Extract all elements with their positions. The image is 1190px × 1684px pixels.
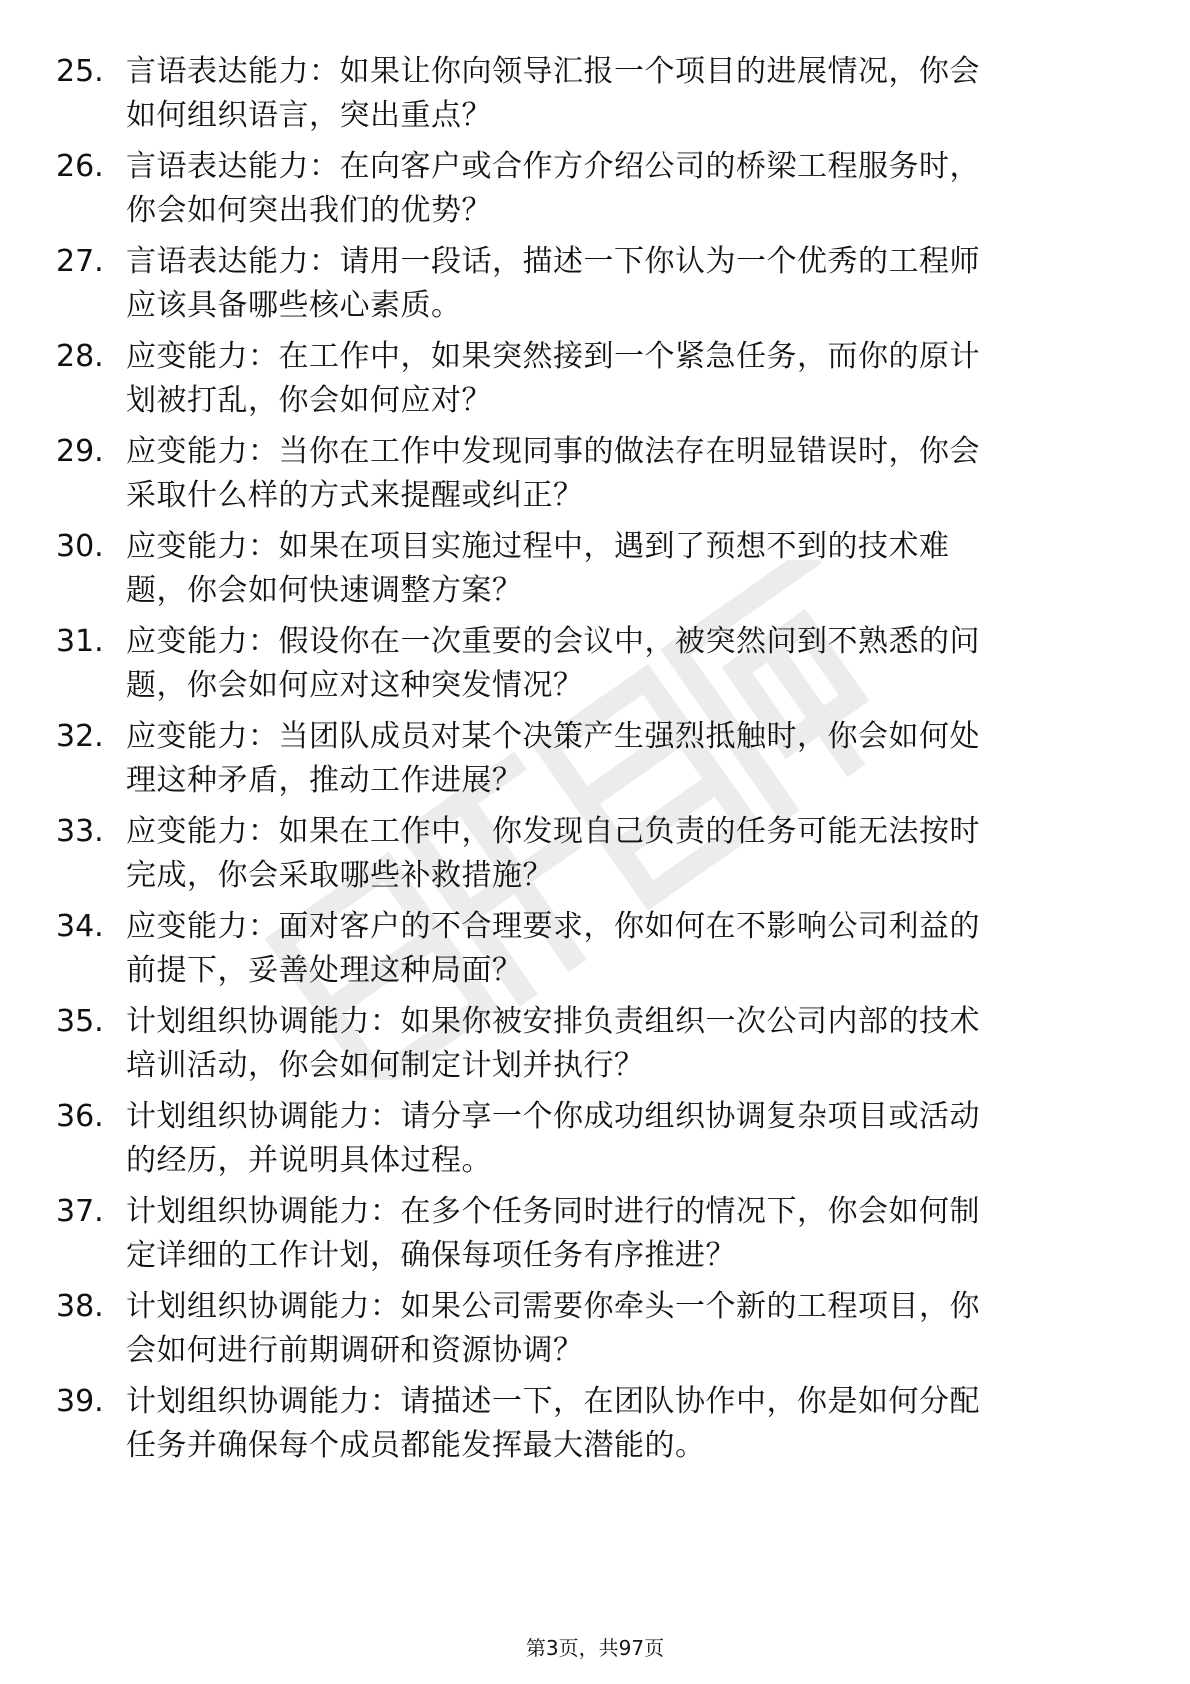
question-text-line2: 完成，你会采取哪些补救措施？ (126, 858, 553, 893)
question-text-line2: 定详细的工作计划，确保每项任务有序推进？ (126, 1238, 736, 1273)
question-text-line1: 计划组织协调能力：如果公司需要你牵头一个新的工程项目，你 (126, 1289, 980, 1324)
question-text-line1: 言语表达能力：如果让你向领导汇报一个项目的进展情况，你会 (126, 54, 980, 89)
question-text-line2: 任务并确保每个成员都能发挥最大潜能的。 (126, 1428, 706, 1463)
question-number: 33. (56, 814, 104, 849)
question-number: 25. (56, 54, 104, 89)
question-number: 38. (56, 1289, 104, 1324)
question-number: 30. (56, 529, 104, 564)
question-number: 35. (56, 1004, 104, 1039)
question-text-line1: 言语表达能力：在向客户或合作方介绍公司的桥梁工程服务时， (126, 149, 980, 184)
question-text-line2: 会如何进行前期调研和资源协调？ (126, 1333, 584, 1368)
question-text-line1: 应变能力：面对客户的不合理要求，你如何在不影响公司利益的 (126, 909, 980, 944)
question-text-line2: 理这种矛盾，推动工作进展？ (126, 763, 523, 798)
question-number: 34. (56, 909, 104, 944)
question-item (56, 907, 1136, 997)
question-number: 31. (56, 624, 104, 659)
question-number: 37. (56, 1194, 104, 1229)
question-text-line2: 培训活动，你会如何制定计划并执行？ (126, 1048, 645, 1083)
question-item (56, 52, 1136, 142)
question-text-line1: 应变能力：在工作中，如果突然接到一个紧急任务，而你的原计 (126, 339, 980, 374)
question-text-line1: 计划组织协调能力：在多个任务同时进行的情况下，你会如何制 (126, 1194, 980, 1229)
question-text-line2: 如何组织语言，突出重点？ (126, 98, 492, 133)
question-item (56, 1287, 1136, 1377)
question-text-line2: 的经历，并说明具体过程。 (126, 1143, 492, 1178)
question-text-line1: 计划组织协调能力：请分享一个你成功组织协调复杂项目或活动 (126, 1099, 980, 1134)
question-item (56, 717, 1136, 807)
question-text-line1: 应变能力：如果在工作中，你发现自己负责的任务可能无法按时 (126, 814, 980, 849)
question-item (56, 527, 1136, 617)
question-number: 26. (56, 149, 104, 184)
question-text-line1: 应变能力：当你在工作中发现同事的做法存在明显错误时，你会 (126, 434, 980, 469)
question-item (56, 812, 1136, 902)
question-number: 39. (56, 1384, 104, 1419)
question-text-line2: 题，你会如何应对这种突发情况？ (126, 668, 584, 703)
question-item (56, 1192, 1136, 1282)
question-text-line2: 应该具备哪些核心素质。 (126, 288, 462, 323)
question-text-line1: 应变能力：如果在项目实施过程中，遇到了预想不到的技术难 (126, 529, 950, 564)
question-text-line2: 采取什么样的方式来提醒或纠正？ (126, 478, 584, 513)
question-text-line1: 计划组织协调能力：请描述一下，在团队协作中，你是如何分配 (126, 1384, 980, 1419)
question-text-line1: 应变能力：当团队成员对某个决策产生强烈抵触时，你会如何处 (126, 719, 980, 754)
question-item (56, 432, 1136, 522)
question-text-line1: 应变能力：假设你在一次重要的会议中，被突然问到不熟悉的问 (126, 624, 980, 659)
question-item (56, 1097, 1136, 1187)
question-number: 27. (56, 244, 104, 279)
question-text-line2: 题，你会如何快速调整方案？ (126, 573, 523, 608)
question-item (56, 337, 1136, 427)
question-text-line1: 言语表达能力：请用一段话，描述一下你认为一个优秀的工程师 (126, 244, 980, 279)
question-number: 29. (56, 434, 104, 469)
question-text-line1: 计划组织协调能力：如果你被安排负责组织一次公司内部的技术 (126, 1004, 980, 1039)
question-item (56, 147, 1136, 237)
question-text-line2: 划被打乱，你会如何应对？ (126, 383, 492, 418)
question-number: 28. (56, 339, 104, 374)
question-text-line2: 前提下，妥善处理这种局面？ (126, 953, 523, 988)
question-item (56, 1382, 1136, 1472)
question-item (56, 622, 1136, 712)
question-number: 32. (56, 719, 104, 754)
question-text-line2: 你会如何突出我们的优势？ (126, 193, 492, 228)
page-footer: 第3页，共97页 (525, 1636, 665, 1660)
question-number: 36. (56, 1099, 104, 1134)
question-item (56, 1002, 1136, 1092)
question-item (56, 242, 1136, 332)
